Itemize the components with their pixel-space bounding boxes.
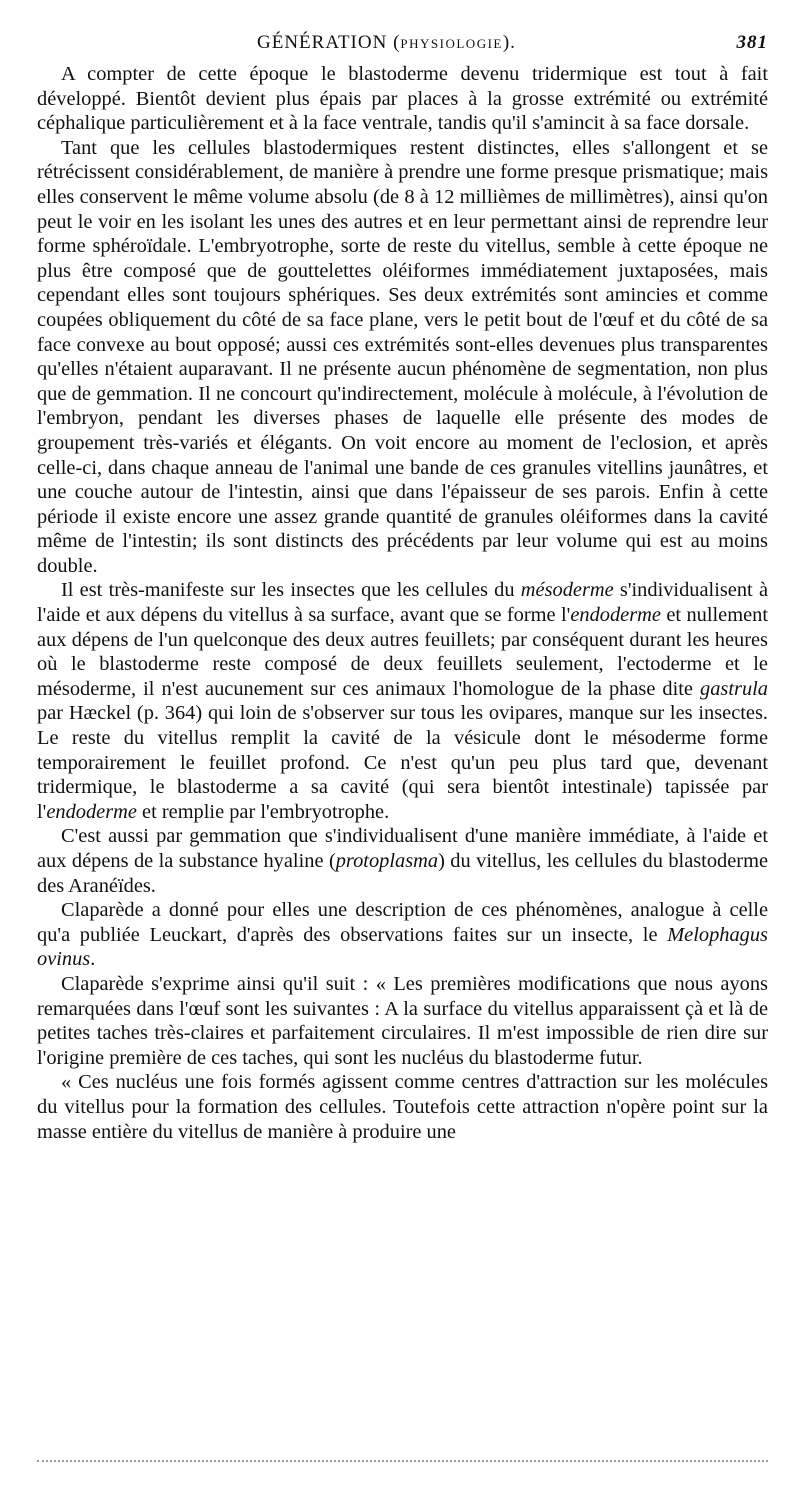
- text-run: Il est très-manifeste sur les insectes que les cellules du: [61, 579, 521, 602]
- running-title-main: GÉNÉRATION (: [257, 32, 401, 53]
- italic-term: protoplasma: [335, 850, 439, 872]
- paragraph: [37, 62, 768, 136]
- running-title-subject: PHYSIOLOGIE: [400, 36, 503, 51]
- text-run: Tant que les cellules blastodermiques restent distinctes, elles s'allongent et se rétrécissent considérablement, de manière à prendre une forme presque prismatique; mais elles conservent le même volume absolu (de 8 à 12 millièmes de millimètres), ainsi qu'on peut le voir en les isolant les unes des autres et en leur permettant ainsi de reprendre leur forme sphéroïdale. L'embryotrophe, sorte de reste du vitellus, semble à cette époque ne plus être composé que de gouttelettes oléiformes immédiatement juxtaposées, mais cependant elles sont toujours sphériques. Ses deux extrémités sont amincies et comme coupées obliquement du côté de sa face plane, vers le petit bout de l'œuf et du côté de sa face convexe au bout opposé; aussi ces extrémités sont-elles devenues plus transparentes qu'elles n'étaient auparavant. Il ne présente aucun phénomène de segmentation, non plus que de gemmation. Il ne concourt qu'indirectement, molécule à molécule, à l'évolution de l'embryon, pendant les diverses phases de laquelle elle présente des modes de groupement très-variés et élégants. On voit encore au moment de l'eclosion, et après celle-ci, dans chaque anneau de l'animal une bande de ces granules vitellins jaunâtres, et une couche autour de l'intestin, ainsi que dans l'épaisseur de ses parois. Enfin à cette période il existe encore une assez grande quantité de granules oléiformes dans la cavité même de l'intestin; ils sont distincts des précédents par leur volume qui est au moins double.: [37, 136, 768, 577]
- italic-term: Melophagus ovinus: [37, 923, 768, 971]
- text-run: et remplie par l'embryotrophe.: [136, 800, 390, 823]
- running-title: [257, 32, 516, 54]
- paragraph: [37, 578, 768, 824]
- text-run: s'individualisent à l'aide et aux dépens du vitellus à sa surface, avant que se forme l': [37, 579, 768, 627]
- italic-term: mésoderme: [520, 579, 614, 602]
- body-text: [37, 62, 768, 1144]
- paragraph: [37, 136, 768, 579]
- paragraph: [37, 898, 768, 972]
- book-page: [37, 28, 768, 1144]
- text-run: Claparède a donné pour elles une description de ces phénomènes, analogue à celle qu'a publiée Leuckart, d'après des observations faites sur un insecte, le: [37, 899, 768, 946]
- text-run: et nullement aux dépens de l'un quelconque des deux autres feuillets; par conséquent durant les heures où le blastoderme reste composé de deux feuillets seulement, l'ectoderme et le mésoderme, il n'est aucunement sur ces animaux l'homologue de la phase dite: [37, 604, 768, 700]
- page-number: 381: [736, 32, 768, 53]
- running-title-close: ).: [502, 32, 516, 53]
- paragraph: [37, 972, 768, 1070]
- text-run: A compter de cette époque le blastoderme devenu tridermique est tout à fait développé. Bientôt devient plus épais par places à la grosse extrémité ou extrémité céphalique particulièrement et à la face ventrale, tandis qu'il s'amincit à sa face dorsale.: [37, 63, 768, 135]
- italic-term: endoderme: [570, 604, 661, 627]
- text-run: Claparède s'exprime ainsi qu'il suit : « Les premières modifications que nous ayons remarquées dans l'œuf sont les suivantes : A la surface du vitellus apparaissent çà et là de petites taches très-claires et parfaitement circulaires. Il m'est impossible de rien dire sur l'origine première de ces taches, qui sont les nucléus du blastoderme futur.: [37, 972, 768, 1069]
- running-head: [37, 28, 768, 62]
- footnote-rule: [37, 1460, 768, 1462]
- text-run: C'est aussi par gemmation que s'individualisent d'une manière immédiate, à l'aide et aux dépens de la substance hyaline (: [37, 825, 768, 872]
- text-run: ) du vitellus, les cellules du blastoderme des Aranéïdes.: [37, 850, 768, 897]
- text-run: par Hæckel (p. 364) qui loin de s'observer sur tous les ovipares, manque sur les insectes. Le reste du vitellus remplit la cavité de la vésicule dont le mésoderme forme temporairement le feuillet profond. Ce n'est qu'un peu plus tard que, devenant tridermique, le blastoderme a sa cavité (qui sera bientôt intestinale) tapissée par l': [37, 702, 768, 823]
- paragraph: [37, 1070, 768, 1144]
- text-run: « Ces nucléus une fois formés agissent comme centres d'attraction sur les molécules du vitellus pour la formation des cellules. Toutefois cette attraction n'opère point sur la masse entière du vitellus de manière à produire une: [37, 1071, 768, 1143]
- italic-term: endoderme: [46, 800, 137, 823]
- italic-term: gastrula: [700, 677, 768, 700]
- text-run: .: [90, 948, 96, 971]
- paragraph: [37, 824, 768, 898]
